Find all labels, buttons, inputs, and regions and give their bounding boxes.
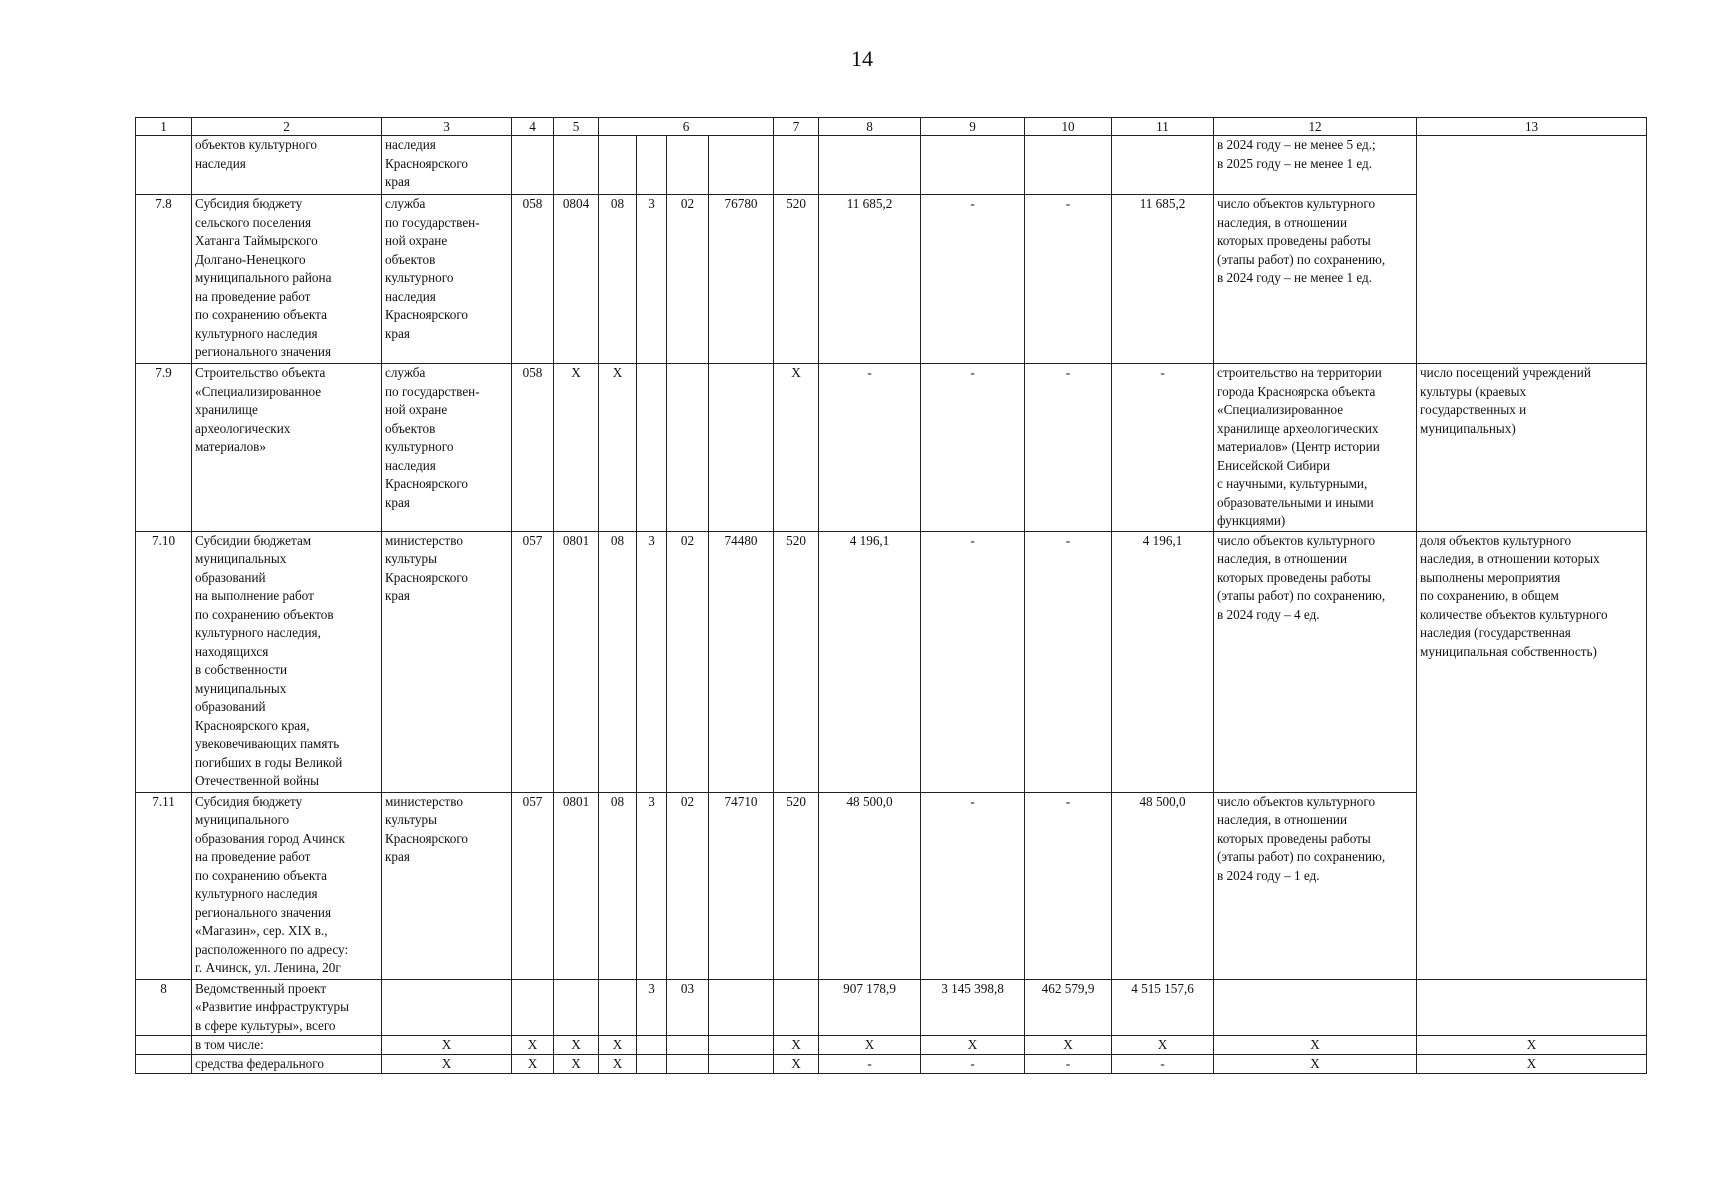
row-c13: число посещений учреждений культуры (краевых государственных и муниципальных) — [1417, 364, 1647, 532]
row-c6c: 02 — [667, 531, 709, 792]
row-c4: 058 — [512, 364, 554, 532]
header-cell-11: 11 — [1112, 118, 1214, 136]
row-c9: - — [921, 792, 1025, 979]
row-c9 — [921, 136, 1025, 195]
row-name: Субсидии бюджетам муниципальных образований на выполнение работ по сохранению объектов культурного наследия, находящихся в собственности муниципальных образований Красноярского края, увековечивающих память погибших в годы Великой Отечественной войны — [192, 531, 382, 792]
row-c6d — [709, 1055, 774, 1074]
row-c5: 0801 — [554, 531, 599, 792]
row-c6a: Х — [599, 364, 637, 532]
row-c6b — [637, 364, 667, 532]
header-cell-12: 12 — [1214, 118, 1417, 136]
header-cell-13: 13 — [1417, 118, 1647, 136]
row-c6d — [709, 364, 774, 532]
row-c6c — [667, 1055, 709, 1074]
row-c7 — [774, 136, 819, 195]
table-row — [136, 1036, 1647, 1055]
row-c6d — [709, 1036, 774, 1055]
row-executor — [382, 979, 512, 1036]
row-c5: 0804 — [554, 195, 599, 364]
row-number — [136, 1036, 192, 1055]
row-c8: Х — [819, 1036, 921, 1055]
row-c5: 0801 — [554, 792, 599, 979]
row-c12: Х — [1214, 1036, 1417, 1055]
row-c4: 057 — [512, 531, 554, 792]
row-c8: - — [819, 364, 921, 532]
row-c6a — [599, 136, 637, 195]
row-c6c — [667, 136, 709, 195]
header-cell-9: 9 — [921, 118, 1025, 136]
row-number — [136, 1055, 192, 1074]
row-name: объектов культурного наследия — [192, 136, 382, 195]
row-c6a: Х — [599, 1036, 637, 1055]
row-c6b — [637, 1036, 667, 1055]
row-c11: Х — [1112, 1036, 1214, 1055]
row-c9: - — [921, 531, 1025, 792]
row-number: 8 — [136, 979, 192, 1036]
table-row — [136, 979, 1647, 1036]
row-c6c: 02 — [667, 792, 709, 979]
row-c12 — [1214, 979, 1417, 1036]
row-c7: 520 — [774, 792, 819, 979]
row-executor: министерство культуры Красноярского края — [382, 531, 512, 792]
row-c6c: 03 — [667, 979, 709, 1036]
row-c4 — [512, 979, 554, 1036]
row-c5: Х — [554, 1055, 599, 1074]
row-c11: - — [1112, 1055, 1214, 1074]
row-c11 — [1112, 136, 1214, 195]
row-c10: - — [1025, 195, 1112, 364]
row-name: средства федерального — [192, 1055, 382, 1074]
row-c5 — [554, 136, 599, 195]
row-number — [136, 136, 192, 195]
row-name: в том числе: — [192, 1036, 382, 1055]
row-c13 — [1417, 136, 1647, 364]
row-c6b: 3 — [637, 531, 667, 792]
row-c8 — [819, 136, 921, 195]
row-c8: 11 685,2 — [819, 195, 921, 364]
header-cell-6: 6 — [599, 118, 774, 136]
row-c4: Х — [512, 1055, 554, 1074]
row-c10: - — [1025, 364, 1112, 532]
row-c12: в 2024 году – не менее 5 ед.; в 2025 году – не менее 1 ед. — [1214, 136, 1417, 195]
page-number: 14 — [851, 46, 873, 71]
row-c6d: 74480 — [709, 531, 774, 792]
row-c12: строительство на территории города Красноярска объекта «Специализированное хранилище археологических материалов» (Центр истории Енисейской Сибири с научными, культурными, образовательными и иными функциями) — [1214, 364, 1417, 532]
row-c10: 462 579,9 — [1025, 979, 1112, 1036]
row-executor: служба по государствен- ной охране объектов культурного наследия Красноярского края — [382, 195, 512, 364]
header-cell-7: 7 — [774, 118, 819, 136]
row-c6b: 3 — [637, 792, 667, 979]
table-row — [136, 1055, 1647, 1074]
row-c5: Х — [554, 1036, 599, 1055]
row-executor: наследия Красноярского края — [382, 136, 512, 195]
header-cell-4: 4 — [512, 118, 554, 136]
row-c9: Х — [921, 1036, 1025, 1055]
row-c10: - — [1025, 531, 1112, 792]
row-c4: 057 — [512, 792, 554, 979]
row-c6a: Х — [599, 1055, 637, 1074]
row-number: 7.10 — [136, 531, 192, 792]
row-c9: 3 145 398,8 — [921, 979, 1025, 1036]
row-c6a: 08 — [599, 792, 637, 979]
header-cell-1: 1 — [136, 118, 192, 136]
row-c7: Х — [774, 364, 819, 532]
row-number: 7.8 — [136, 195, 192, 364]
row-c4: Х — [512, 1036, 554, 1055]
header-cell-3: 3 — [382, 118, 512, 136]
row-c4: 058 — [512, 195, 554, 364]
row-number: 7.9 — [136, 364, 192, 532]
row-c11: - — [1112, 364, 1214, 532]
row-c7: Х — [774, 1055, 819, 1074]
row-c7 — [774, 979, 819, 1036]
row-c12: число объектов культурного наследия, в отношении которых проведены работы (этапы работ) по сохранению, в 2024 году – 1 ед. — [1214, 792, 1417, 979]
row-name: Субсидия бюджету муниципального образования город Ачинск на проведение работ по сохранению объекта культурного наследия регионального значения «Магазин», сер. XIX в., расположенного по адресу: г. Ачинск, ул. Ленина, 20г — [192, 792, 382, 979]
row-c7: Х — [774, 1036, 819, 1055]
row-number: 7.11 — [136, 792, 192, 979]
row-c5: Х — [554, 364, 599, 532]
row-executor: Х — [382, 1036, 512, 1055]
row-c6a: 08 — [599, 531, 637, 792]
row-executor: Х — [382, 1055, 512, 1074]
row-c7: 520 — [774, 195, 819, 364]
row-c8: 4 196,1 — [819, 531, 921, 792]
row-c6c: 02 — [667, 195, 709, 364]
row-c11: 48 500,0 — [1112, 792, 1214, 979]
row-c6a: 08 — [599, 195, 637, 364]
row-c11: 11 685,2 — [1112, 195, 1214, 364]
budget-table — [135, 117, 1647, 1074]
table-row — [136, 364, 1647, 532]
header-cell-5: 5 — [554, 118, 599, 136]
row-c4 — [512, 136, 554, 195]
row-c13: Х — [1417, 1055, 1647, 1074]
row-c6c — [667, 1036, 709, 1055]
row-c9: - — [921, 364, 1025, 532]
row-c6d — [709, 979, 774, 1036]
header-cell-8: 8 — [819, 118, 921, 136]
row-c7: 520 — [774, 531, 819, 792]
row-c10: - — [1025, 792, 1112, 979]
row-c13 — [1417, 979, 1647, 1036]
row-c9: - — [921, 195, 1025, 364]
row-name: Ведомственный проект «Развитие инфраструктуры в сфере культуры», всего — [192, 979, 382, 1036]
row-c11: 4 196,1 — [1112, 531, 1214, 792]
row-c8: 48 500,0 — [819, 792, 921, 979]
row-c6d: 74710 — [709, 792, 774, 979]
row-executor: служба по государствен- ной охране объектов культурного наследия Красноярского края — [382, 364, 512, 532]
row-c5 — [554, 979, 599, 1036]
row-c10: - — [1025, 1055, 1112, 1074]
row-c6d: 76780 — [709, 195, 774, 364]
row-c12: число объектов культурного наследия, в отношении которых проведены работы (этапы работ) по сохранению, в 2024 году – не менее 1 ед. — [1214, 195, 1417, 364]
header-cell-10: 10 — [1025, 118, 1112, 136]
table-row — [136, 136, 1647, 195]
header-row — [136, 118, 1647, 136]
row-executor: министерство культуры Красноярского края — [382, 792, 512, 979]
row-c12: Х — [1214, 1055, 1417, 1074]
row-c6b — [637, 136, 667, 195]
row-c6b: 3 — [637, 979, 667, 1036]
row-c8: - — [819, 1055, 921, 1074]
row-c10 — [1025, 136, 1112, 195]
row-c13: Х — [1417, 1036, 1647, 1055]
row-c9: - — [921, 1055, 1025, 1074]
row-c6b: 3 — [637, 195, 667, 364]
row-c10: Х — [1025, 1036, 1112, 1055]
row-c6d — [709, 136, 774, 195]
row-c6c — [667, 364, 709, 532]
row-name: Субсидия бюджету сельского поселения Хатанга Таймырского Долгано-Ненецкого муниципального района на проведение работ по сохранению объекта культурного наследия регионального значения — [192, 195, 382, 364]
row-c8: 907 178,9 — [819, 979, 921, 1036]
header-cell-2: 2 — [192, 118, 382, 136]
table-row — [136, 531, 1647, 792]
row-c6a — [599, 979, 637, 1036]
row-name: Строительство объекта «Специализированное хранилище археологических материалов» — [192, 364, 382, 532]
row-c11: 4 515 157,6 — [1112, 979, 1214, 1036]
row-c13: доля объектов культурного наследия, в отношении которых выполнены мероприятия по сохранению, в общем количестве объектов культурного наследия (государственная муниципальная собственность) — [1417, 531, 1647, 979]
row-c12: число объектов культурного наследия, в отношении которых проведены работы (этапы работ) по сохранению, в 2024 году – 4 ед. — [1214, 531, 1417, 792]
row-c6b — [637, 1055, 667, 1074]
